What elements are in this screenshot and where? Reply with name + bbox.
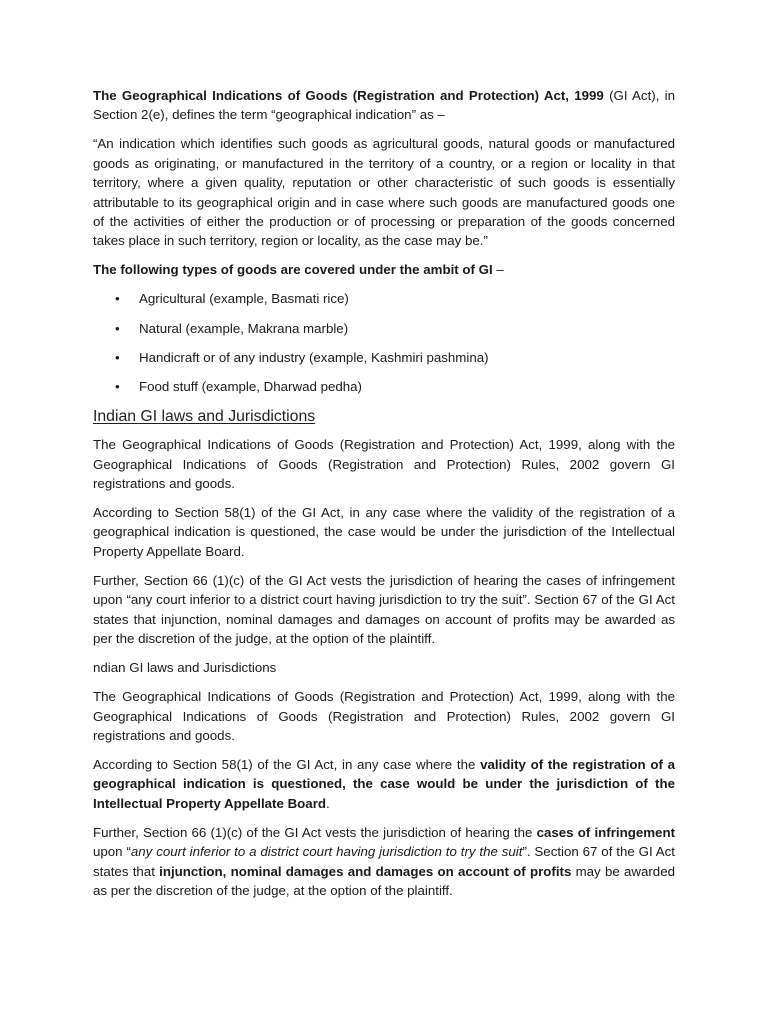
section2-p3-text-a: Further, Section 66 (1)(c) of the GI Act vests the jurisdiction of hearing the [93, 824, 537, 840]
goods-heading-dash: – [492, 262, 504, 278]
definition-quote: “An indication which identifies such goods as agricultural goods, natural goods or manufactured goods as originating, or manufactured in the territory of a country, or a region or locality in that territory, where a given quality, reputation or other characteristic of such goods is essentially attributable to its geographical origin and in case where such goods are manufactured goods one of the activities of either the production or of processing or preparation of the goods concerned takes place in such territory, region or locality, as the case may be.” [93, 136, 675, 249]
section-heading: Indian GI laws and Jurisdictions [93, 408, 316, 426]
section2-paragraph-2 [93, 755, 675, 813]
document-page [93, 86, 675, 910]
bullet-icon: • [115, 291, 120, 307]
section1-paragraph-1: The Geographical Indications of Goods (Registration and Protection) Act, 1999, along with the Geographical Indications of Goods (Registration and Protection) Rules, 2002 govern GI registrations and goods. [93, 437, 675, 492]
intro-paragraph [93, 86, 675, 125]
section2-paragraph-1: The Geographical Indications of Goods (Registration and Protection) Act, 1999, along with the Geographical Indications of Goods (Registration and Protection) Rules, 2002 govern GI registrations and goods. [93, 689, 675, 743]
bullet-icon: • [115, 349, 120, 365]
section2-p3-italic: any court inferior to a district court having jurisdiction to try the suit [130, 844, 523, 860]
list-item-text: Handicraft or of any industry (example, Kashmiri pashmina) [139, 349, 489, 365]
section1-paragraph-3: Further, Section 66 (1)(c) of the GI Act vests the jurisdiction of hearing the cases of infringement upon “any court inferior to a district court having jurisdiction to try the suit”. Section 67 of the GI Act states that injunction, nominal damages and damages on account of profits may be awarded as per the discretion of the judge, at the option of the plaintiff. [93, 572, 675, 647]
section2-p2-text: According to Section 58(1) of the GI Act, in any case where the [93, 756, 481, 772]
goods-list [93, 289, 675, 396]
section2-p3-text-d: may be awarded as per the discretion of the judge, at the option of the plaintiff. [93, 863, 675, 898]
section2-p3-text-b: upon “ [93, 844, 131, 860]
section2-p2-end: . [326, 795, 330, 811]
list-item [93, 348, 675, 367]
goods-heading [93, 260, 675, 279]
section2-heading: ndian GI laws and Jurisdictions [93, 660, 277, 676]
list-item [93, 377, 675, 396]
goods-heading-text: The following types of goods are covered under the ambit of GI [93, 262, 493, 278]
section1-paragraph-2: According to Section 58(1) of the GI Act, in any case where the validity of the registration of a geographical indication is questioned, the case would be under the jurisdiction of the Intellectual Property Appellate Board. [93, 505, 675, 559]
bullet-icon: • [115, 320, 120, 336]
section2-paragraph-3 [93, 823, 675, 901]
section2-p2-bold: validity of the registration of a geographical indication is questioned, the case would be under the jurisdiction of the Intellectual Property Appellate Board [93, 756, 675, 811]
intro-rest: (GI Act), in Section 2(e), defines the term “geographical indication” as – [93, 88, 676, 123]
section2-p3-bold-a: cases of infringement [536, 824, 676, 840]
section2-p3-bold-b: injunction, nominal damages and damages on account of profits [159, 863, 572, 879]
section2-p3-text-c: ”. Section 67 of the GI Act states that [93, 844, 675, 879]
list-item-text: Natural (example, Makrana marble) [139, 320, 349, 336]
list-item [93, 289, 675, 308]
bullet-icon: • [115, 379, 120, 395]
list-item [93, 319, 675, 338]
act-name: The Geographical Indications of Goods (Registration and Protection) Act, 1999 [93, 88, 604, 103]
list-item-text: Food stuff (example, Dharwad pedha) [139, 379, 362, 395]
list-item-text: Agricultural (example, Basmati rice) [139, 291, 349, 307]
